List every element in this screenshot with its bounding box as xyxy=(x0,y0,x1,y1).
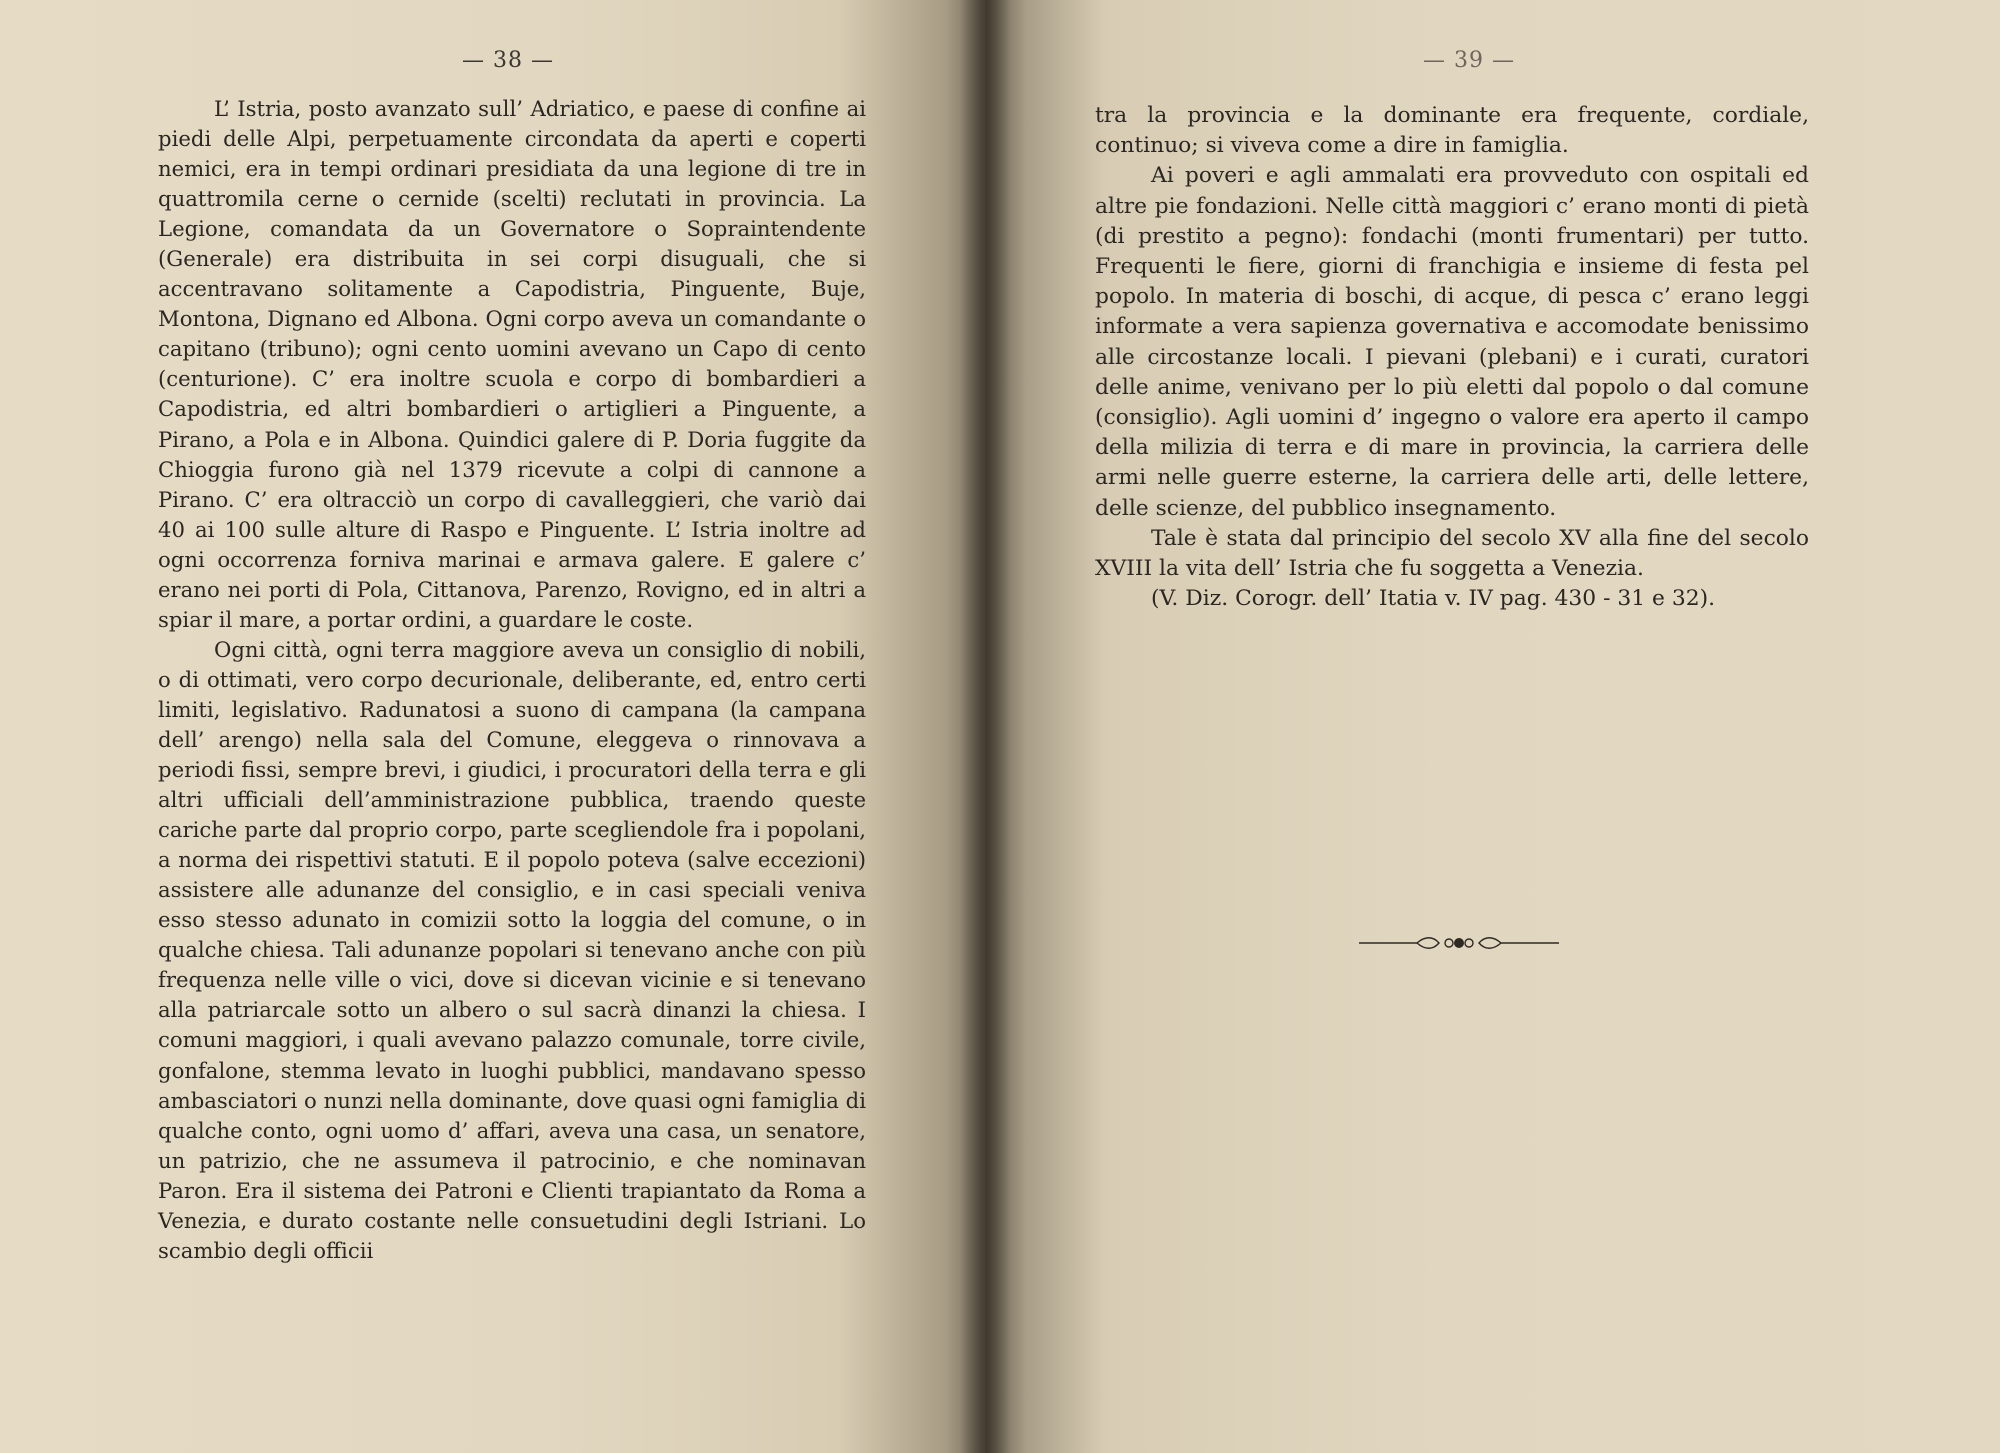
paragraph: tra la provincia e la dominante era frequente, cordiale, continuo; si viveva come a dire in famiglia. xyxy=(1095,103,1809,159)
citation: (V. Diz. Corogr. dell’ Itatia v. IV pag. 430 - 31 e 32). xyxy=(1151,586,1716,612)
paragraph: L’ Istria, posto avanzato sull’ Adriatico, e paese di confine ai piedi delle Alpi, perpetuamente circondata da aperti e coperti nemici, era in tempi ordinari presidiata da una legione di tre in quattromila cerne o cernide (scelti) reclutati in provincia. La Legione, comandata da un Governatore o Sopraintendente (Generale) era distribuita in sei corpi disuguali, che si accentravano solitamente a Capodistria, Pinguente, Buje, Montona, Dignano ed Albona. Ogni corpo aveva un comandante o capitano (tribuno); ogni cento uomini avevano un Capo di cento (centurione). C’ era inoltre scuola e corpo di bombardieri a Capodistria, ed altri bombardieri o artiglieri a Pinguente, a Pirano, a Pola e in Albona. Quindici galere di P. Doria fuggite da Chioggia furono già nel 1379 ricevute a colpi di cannone a Pirano. C’ era oltracciò un corpo di cavalleggieri, che variò dai 40 ai 100 sulle alture di Raspo e Pinguente. L’ Istria inoltre ad ogni occorrenza forniva marinai e armava galere. E galere c’ erano nei porti di Pola, Cittanova, Parenzo, Rovigno, ed in altri a spiar il mare, a portar ordini, a guardare le coste. xyxy=(158,96,866,632)
paragraph: Ai poveri e agli ammalati era provveduto con ospitali ed altre pie fondazioni. Nelle città maggiori c’ erano monti di pietà (di prestito a pegno): fondachi (monti frumentari) per tutto. Frequenti le fiere, giorni di franchigia e insieme di festa pel popolo. In materia di boschi, di acque, di pesca c’ erano leggi informate a vera sapienza governativa e accomodate benissimo alle circostanze locali. I pievani (plebani) e i curati, curatori delle anime, venivano per lo più eletti dal popolo o dal comune (consiglio). Agli uomini d’ ingegno o valore era aperto il campo della milizia di terra e di mare in provincia, la carriera delle armi nelle guerre esterne, la carriera delle arti, delle lettere, delle scienze, del pubblico insegnamento. xyxy=(1095,163,1809,521)
right-page-text xyxy=(1095,101,1809,614)
right-page xyxy=(985,0,2000,1453)
ornament-divider-icon xyxy=(1359,932,1559,954)
left-page xyxy=(0,0,985,1453)
book-gutter xyxy=(960,0,1010,1453)
left-page-text xyxy=(158,94,866,1266)
paragraph: Tale è stata dal principio del secolo XV alla fine del secolo XVIII la vita dell’ Istria che fu soggetta a Venezia. xyxy=(1095,525,1809,582)
paragraph: Ogni città, ogni terra maggiore aveva un consiglio di nobili, o di ottimati, vero corpo decurionale, deliberante, ed, entro certi limiti, legislativo. Radunatosi a suono di campana (la campana dell’ arengo) nella sala del Comune, eleggeva o rinnovava a periodi fissi, sempre brevi, i giudici, i procuratori della terra e gli altri ufficiali dell’amministrazione pubblica, traendo queste cariche parte dal proprio corpo, parte scegliendole fra i popolani, a norma dei rispettivi statuti. E il popolo poteva (salve eccezioni) assistere alle adunanze del consiglio, e in casi speciali veniva esso stesso adunato in comizii sotto la loggia del comune, o in qualche chiesa. Tali adunanze popolari si tenevano anche con più frequenza nelle ville o vici, dove si dicevan vicinie e si tenevano alla patriarcale sotto un albero o sul sacrà dinanzi la chiesa. I comuni maggiori, i quali avevano palazzo comunale, torre civile, gonfalone, stemma levato in luoghi pubblici, mandavano spesso ambasciatori o nunzi nella dominante, dove quasi ogni famiglia di qualche conto, ogni uomo d’ affari, aveva una casa, un senatore, un patrizio, che ne assumeva il patrocinio, e che nominavan Paron. Era il sistema dei Patroni e Clienti trapiantato da Roma a Venezia, e durato costante nelle consuetudini degli Istriani. Lo scambio degli officii xyxy=(158,636,866,1263)
page-number-left: — 38 — xyxy=(462,48,554,73)
page-number-right: — 39 — xyxy=(1423,48,1515,73)
